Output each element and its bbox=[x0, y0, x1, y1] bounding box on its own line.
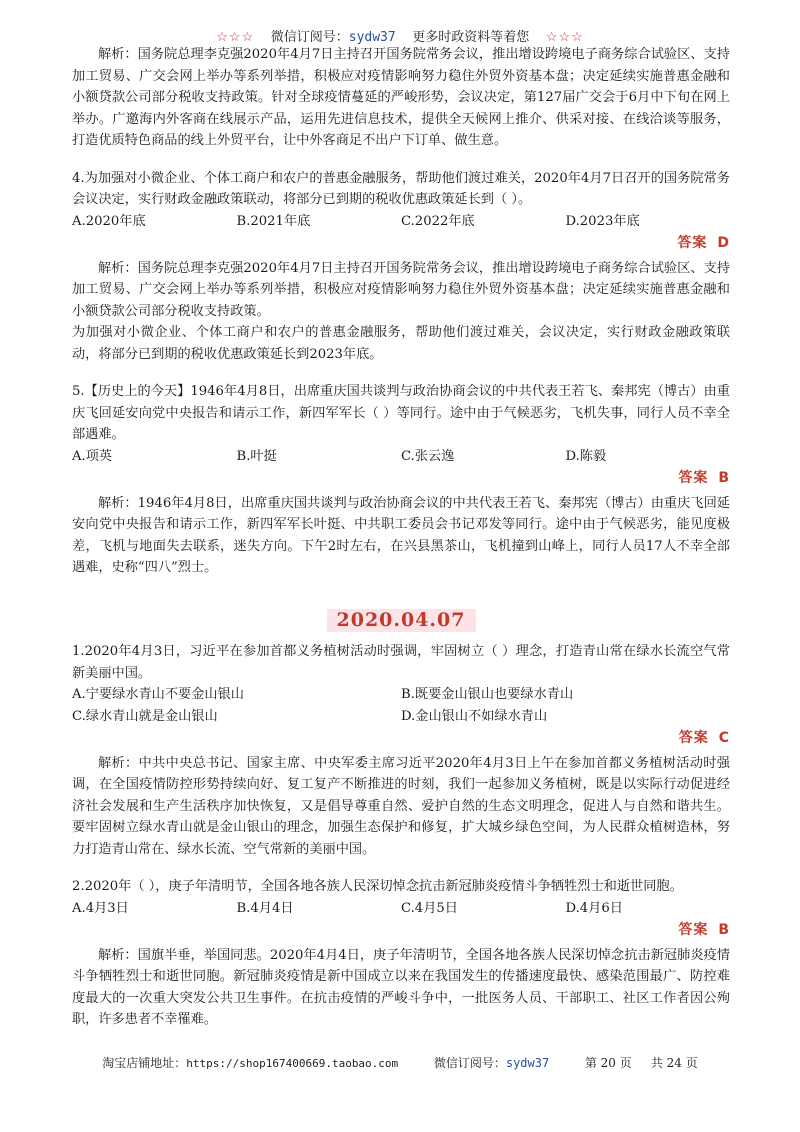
page-content bbox=[72, 44, 730, 1031]
option-list bbox=[72, 211, 730, 233]
question-block bbox=[72, 168, 730, 366]
answer-line bbox=[72, 468, 730, 490]
analysis-paragraph: 解析：国务院总理李克强2020年4月7日主持召开国务院常务会议，推出增设跨境电子商务综合试验区、支持加工贸易、广交会网上举办等系列举措，积极应对疫情影响努力稳住外贸外资基本盘；决定延续实施普惠金融和小额贷款公司部分税收支持政策。 bbox=[72, 260, 730, 319]
option-d: D.陈毅 bbox=[565, 448, 607, 464]
page-footer bbox=[0, 1054, 800, 1071]
option-c: C.4月5日 bbox=[401, 900, 458, 916]
option-d: D.4月6日 bbox=[565, 900, 623, 916]
answer-line bbox=[72, 920, 730, 942]
option-list bbox=[72, 706, 730, 728]
option-a: A.4月3日 bbox=[72, 900, 129, 916]
answer-value: D bbox=[717, 235, 730, 251]
analysis-paragraph: 为加强对小微企业、个体工商户和农户的普惠金融服务，帮助他们渡过难关，会议决定，实行财政金融政策联动，将部分已到期的税收优惠政策延长到2023年底。 bbox=[72, 325, 730, 362]
question-stem: 4.为加强对小微企业、个体工商户和农户的普惠金融服务，帮助他们渡过难关，2020年4月7日召开的国务院常务会议决定，实行财政金融政策联动，将部分已到期的税收优惠政策延长到（ ）。 bbox=[72, 170, 730, 207]
question-stem: 5.【历史上的今天】1946年4月8日，出席重庆国共谈判与政治协商会议的中共代表王若飞、秦邦宪（博古）由重庆飞回延安向党中央报告和请示工作，新四军军长（ ）等同行。途中由于气候恶劣，飞机失事，同行人员不幸全部遇难。 bbox=[72, 384, 730, 442]
option-b: B.既要金山银山也要绿水青山 bbox=[401, 687, 574, 702]
option-list bbox=[72, 898, 730, 920]
question-block bbox=[72, 641, 730, 860]
page-number: 第 20 页 bbox=[584, 1056, 632, 1070]
option-list bbox=[72, 684, 730, 706]
star-decoration-left: ☆☆☆ bbox=[216, 30, 255, 45]
answer-label: 答案 bbox=[678, 470, 709, 486]
option-a: A.宁要绿水青山不要金山银山 bbox=[72, 687, 244, 702]
wechat-label: 微信订阅号： bbox=[433, 1056, 506, 1070]
answer-line bbox=[72, 233, 730, 255]
answer-value: C bbox=[718, 730, 730, 746]
answer-label: 答案 bbox=[678, 922, 709, 938]
analysis-paragraph: 解析：国务院总理李克强2020年4月7日主持召开国务院常务会议，推出增设跨境电子商务综合试验区、支持加工贸易、广交会网上举办等系列举措，积极应对疫情影响努力稳住外贸外资基本盘；决定延续实施普惠金融和小额贷款公司部分税收支持政策。针对全球疫情蔓延的严峻形势，会议决定，第127届广交会于6月中下旬在网上举办。广邀海内外客商在线展示产品，运用先进信息技术，提供全天候网上推介、供采对接、在线洽谈等服务，打造优质特色商品的线上外贸平台，让中外客商足不出户下订单、做生意。 bbox=[72, 47, 730, 148]
question-stem: 2.2020年（ ），庚子年清明节，全国各地各族人民深切悼念抗击新冠肺炎疫情斗争牺牲烈士和逝世同胞。 bbox=[72, 879, 683, 894]
section-date: 2020.04.07 bbox=[327, 609, 476, 633]
option-list bbox=[72, 446, 730, 468]
option-c: C.张云逸 bbox=[401, 448, 455, 464]
analysis-paragraph: 解析：1946年4月8日，出席重庆国共谈判与政治协商会议的中共代表王若飞、秦邦宪（博古）由重庆飞回延安向党中央报告和请示工作，新四军军长叶挺、中共职工委员会书记邓发等同行。途中由于气候恶劣，能见度极差，飞机与地面失去联系，迷失方向。下午2时左右，在兴县黑茶山，飞机撞到山峰上，同行人员17人不幸全部遇难，史称“四八”烈士。 bbox=[72, 495, 730, 575]
question-block bbox=[72, 381, 730, 579]
option-b: B.4月4日 bbox=[236, 900, 294, 916]
option-d: D.2023年底 bbox=[565, 213, 640, 229]
wechat-account: sydw37 bbox=[505, 1056, 550, 1070]
option-c: C.2022年底 bbox=[401, 213, 475, 229]
page-header bbox=[0, 26, 800, 45]
option-c: C.绿水青山就是金山银山 bbox=[72, 708, 218, 724]
option-a: A.项英 bbox=[72, 448, 113, 464]
option-d: D.金山银山不如绿水青山 bbox=[401, 708, 548, 724]
question-stem: 1.2020年4月3日，习近平在参加首都义务植树活动时强调，牢固树立（ ）理念，打造青山常在绿水长流空气常新美丽中国。 bbox=[72, 644, 730, 681]
option-b: B.2021年底 bbox=[236, 213, 311, 229]
answer-label: 答案 bbox=[678, 730, 709, 746]
section-date-heading bbox=[72, 609, 730, 634]
header-slogan: 更多时政资料等着您 bbox=[412, 30, 530, 45]
analysis-paragraph: 解析：国旗半垂，举国同悲。2020年4月4日，庚子年清明节，全国各地各族人民深切悼念抗击新冠肺炎疫情斗争牺牲烈士和逝世同胞。新冠肺炎疫情是新中国成立以来在我国发生的传播速度最快、感染范围最广、防控难度最大的一次重大突发公共卫生事件。在抗击疫情的严峻斗争中，一批医务人员、干部职工、社区工作者因公殉职，许多患者不幸罹难。 bbox=[72, 947, 730, 1027]
star-decoration-right: ☆☆☆ bbox=[545, 30, 584, 45]
shop-url[interactable]: https://shop167400669.taobao.com bbox=[186, 1057, 399, 1070]
wechat-account: sydw37 bbox=[348, 30, 396, 45]
option-a: A.2020年底 bbox=[72, 213, 146, 229]
option-b: B.叶挺 bbox=[236, 448, 277, 464]
page-total: 共 24 页 bbox=[650, 1056, 698, 1070]
analysis-paragraph: 解析：中共中央总书记、国家主席、中央军委主席习近平2020年4月3日上午在参加首都义务植树活动时强调，在全国疫情防控形势持续向好、复工复产不断推进的时刻，我们一起参加义务植树，既是以实际行动促进经济社会发展和生产生活秩序加快恢复，又是倡导尊重自然、爱护自然的生态文明理念，促进人与自然和谐共生。要牢固树立绿水青山就是金山银山的理念，加强生态保护和修复，扩大城乡绿色空间，为人民群众植树造林，努力打造青山常在、绿水长流、空气常新的美丽中国。 bbox=[72, 755, 730, 857]
answer-line bbox=[72, 728, 730, 750]
answer-value: B bbox=[718, 922, 730, 938]
wechat-label: 微信订阅号： bbox=[270, 30, 349, 45]
question-block bbox=[72, 876, 730, 1031]
answer-label: 答案 bbox=[677, 235, 708, 251]
answer-value: B bbox=[718, 470, 730, 486]
shop-label: 淘宝店铺地址： bbox=[102, 1056, 187, 1070]
